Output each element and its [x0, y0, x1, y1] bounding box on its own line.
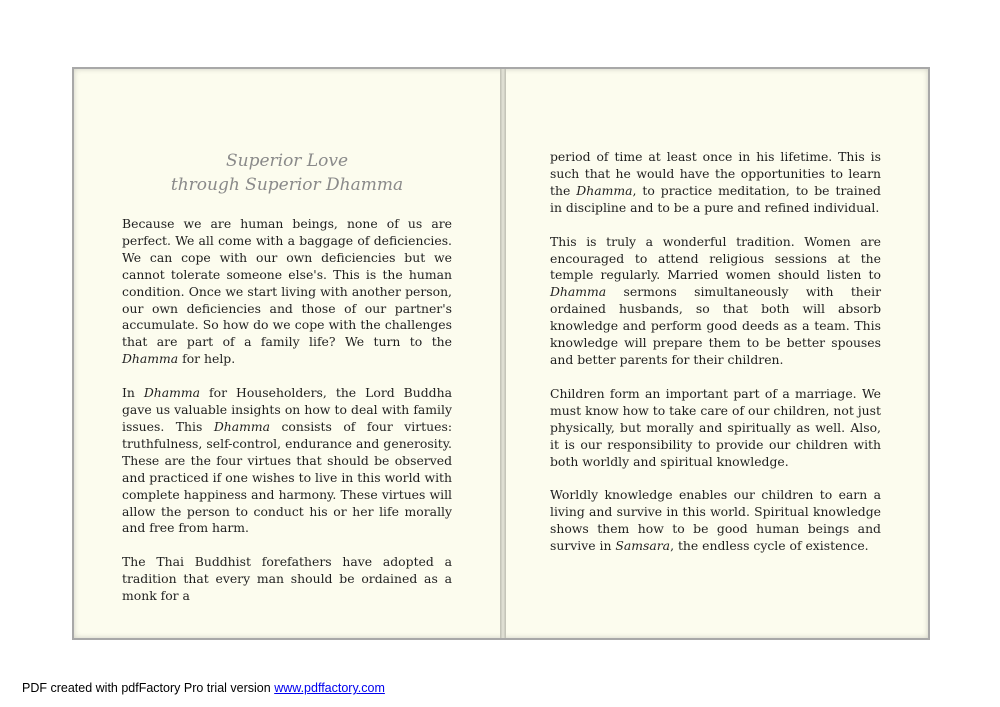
left-paragraph-3: The Thai Buddhist forefathers have adopted a tradition that every man should be ordained as a monk for a — [122, 554, 452, 604]
right-paragraph-4 — [550, 487, 881, 555]
title-line-2: through Superior Dhamma — [170, 175, 404, 195]
text-span: Because we are human beings, none of us are perfect. We all come with a baggage of deficiencies. We can cope with our own deficiencies but we cannot tolerate someone else's. This is the human condition. Once we start living with another person, our own deficiencies and those of our partner's accumulate. So how do we cope with the challenges that are part of a family life? We turn to the — [122, 216, 452, 350]
book-spread — [72, 67, 930, 640]
right-paragraph-2 — [550, 234, 881, 369]
page-title — [122, 149, 452, 197]
text-span: for help. — [178, 351, 236, 367]
left-paragraph-2 — [122, 385, 452, 537]
right-paragraph-1 — [550, 149, 881, 217]
left-paragraph-1 — [122, 216, 452, 368]
text-span: period of time at least once in his lifetime. This is such that he would have the opportunities to learn the — [550, 149, 881, 198]
text-span: , to practice meditation, to be trained in discipline and to be a pure and refined individual. — [550, 182, 881, 215]
footer-text: PDF created with pdfFactory Pro trial version — [22, 681, 275, 695]
text-span: , the endless cycle of existence. — [670, 538, 869, 554]
left-page — [122, 69, 452, 638]
emphasis: Dhamma — [213, 418, 270, 434]
right-page — [550, 69, 881, 638]
text-span: This is truly a wonderful tradition. Women are encouraged to attend religious sessions at the temple regularly. Married women should listen to — [550, 233, 881, 283]
emphasis: Dhamma — [122, 351, 179, 367]
text-span: for Householders, the Lord Buddha gave us valuable insights on how to deal with family issues. This — [122, 385, 452, 434]
emphasis: Dhamma — [576, 182, 633, 198]
pdffactory-link[interactable]: www.pdffactory.com — [274, 681, 385, 695]
title-line-1: Superior Love — [225, 151, 349, 171]
text-span: In — [122, 385, 144, 401]
text-span: sermons simultaneously with their ordained husbands, so that both will absorb knowledge and perform good deeds as a team. This knowledge will prepare them to be better spouses and better parents for their children. — [550, 284, 881, 367]
emphasis: Dhamma — [550, 284, 607, 300]
text-span: consists of four virtues: truthfulness, self-control, endurance and generosity. These are the four virtues that should be observed and practiced if one wishes to live in this world with complete happiness and harmony. These virtues will allow the person to conduct his or her life morally and free from harm. — [122, 418, 453, 536]
emphasis: Samsara — [615, 538, 671, 554]
text-span: Worldly knowledge enables our children to earn a living and survive in this world. Spiritual knowledge shows them how to be good human beings and survive in — [550, 487, 881, 554]
pdf-footer — [22, 681, 385, 695]
right-paragraph-3: Children form an important part of a marriage. We must know how to take care of our children, not just physically, but morally and spiritually as well. Also, it is our responsibility to provide our children with both worldly and spiritual knowledge. — [550, 385, 881, 469]
book-spine — [500, 69, 506, 638]
emphasis: Dhamma — [143, 385, 201, 401]
